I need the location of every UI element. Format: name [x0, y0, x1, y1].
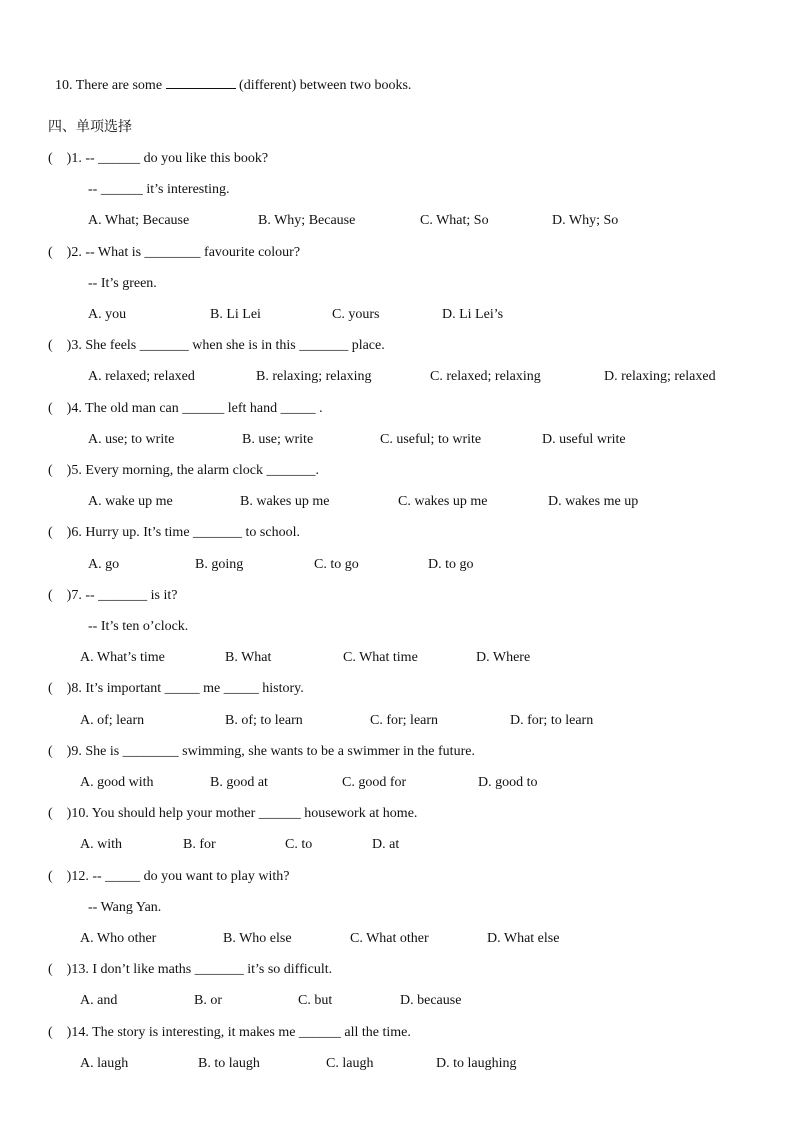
intro-q10-prefix: 10. There are some [55, 78, 166, 93]
question-stem: ( )13. I don’t like maths _______ it’s so difficult. [48, 962, 333, 977]
option-d: D. useful write [542, 432, 626, 447]
option-a: A. Who other [80, 931, 157, 946]
option-d: D. relaxing; relaxed [604, 369, 716, 384]
option-b: B. wakes up me [240, 494, 330, 509]
option-b: B. Why; Because [258, 213, 356, 228]
option-a: A. of; learn [80, 713, 145, 728]
option-b: B. to laugh [198, 1056, 260, 1071]
section-title: 四、单项选择 [48, 119, 132, 135]
question-sub: -- Wang Yan. [88, 900, 162, 915]
question-stem: ( )6. Hurry up. It’s time _______ to school. [48, 525, 300, 540]
option-c: C. to go [314, 557, 359, 572]
option-d: D. to go [428, 557, 474, 572]
option-c: C. laugh [326, 1056, 374, 1071]
option-a: A. and [80, 993, 118, 1008]
option-b: B. use; write [242, 432, 314, 447]
question-stem: ( )9. She is ________ swimming, she wants to be a swimmer in the future. [48, 744, 475, 759]
option-d: D. Why; So [552, 213, 619, 228]
option-c: C. wakes up me [398, 494, 488, 509]
option-a: A. go [88, 557, 120, 572]
option-a: A. relaxed; relaxed [88, 369, 195, 384]
option-c: C. What other [350, 931, 429, 946]
option-c: C. for; learn [370, 713, 439, 728]
option-b: B. for [183, 837, 216, 852]
question-sub: -- ______ it’s interesting. [88, 182, 230, 197]
option-c: C. useful; to write [380, 432, 482, 447]
option-a: A. you [88, 307, 127, 322]
question-stem: ( )14. The story is interesting, it makes me ______ all the time. [48, 1025, 411, 1040]
intro-q10-suffix: (different) between two books. [235, 78, 412, 93]
question-stem: ( )5. Every morning, the alarm clock _______. [48, 463, 319, 478]
option-d: D. good to [478, 775, 538, 790]
option-b: B. Who else [223, 931, 292, 946]
option-b: B. Li Lei [210, 307, 261, 322]
question-sub: -- It’s green. [88, 276, 157, 291]
option-c: C. relaxed; relaxing [430, 369, 541, 384]
option-b: B. relaxing; relaxing [256, 369, 372, 384]
option-c: C. but [298, 993, 333, 1008]
question-stem: ( )12. -- _____ do you want to play with? [48, 869, 290, 884]
option-d: D. Where [476, 650, 531, 665]
option-a: A. use; to write [88, 432, 175, 447]
option-a: A. good with [80, 775, 154, 790]
intro-question-10 [48, 56, 411, 95]
question-stem: ( )1. -- ______ do you like this book? [48, 151, 269, 166]
option-c: C. What time [343, 650, 418, 665]
option-d: D. wakes me up [548, 494, 639, 509]
option-b: B. going [195, 557, 244, 572]
option-b: B. good at [210, 775, 268, 790]
option-c: C. good for [342, 775, 407, 790]
option-c: C. What; So [420, 213, 489, 228]
question-sub: -- It’s ten o’clock. [88, 619, 189, 634]
option-d: D. What else [487, 931, 560, 946]
option-a: A. with [80, 837, 122, 852]
option-b: B. What [225, 650, 272, 665]
option-b: B. or [194, 993, 222, 1008]
option-a: A. What; Because [88, 213, 190, 228]
option-c: C. yours [332, 307, 380, 322]
option-a: A. laugh [80, 1056, 129, 1071]
option-a: A. What’s time [80, 650, 165, 665]
option-d: D. Li Lei’s [442, 307, 504, 322]
option-b: B. of; to learn [225, 713, 303, 728]
question-stem: ( )10. You should help your mother ______ housework at home. [48, 806, 418, 821]
option-d: D. at [372, 837, 400, 852]
question-stem: ( )2. -- What is ________ favourite colour? [48, 245, 301, 260]
option-d: D. because [400, 993, 462, 1008]
option-d: D. to laughing [436, 1056, 517, 1071]
question-stem: ( )7. -- _______ is it? [48, 588, 178, 603]
question-stem: ( )3. She feels _______ when she is in this _______ place. [48, 338, 385, 353]
option-a: A. wake up me [88, 494, 173, 509]
option-d: D. for; to learn [510, 713, 594, 728]
option-c: C. to [285, 837, 313, 852]
question-stem: ( )8. It’s important _____ me _____ history. [48, 681, 304, 696]
answer-blank [166, 74, 236, 89]
question-stem: ( )4. The old man can ______ left hand _____ . [48, 401, 323, 416]
